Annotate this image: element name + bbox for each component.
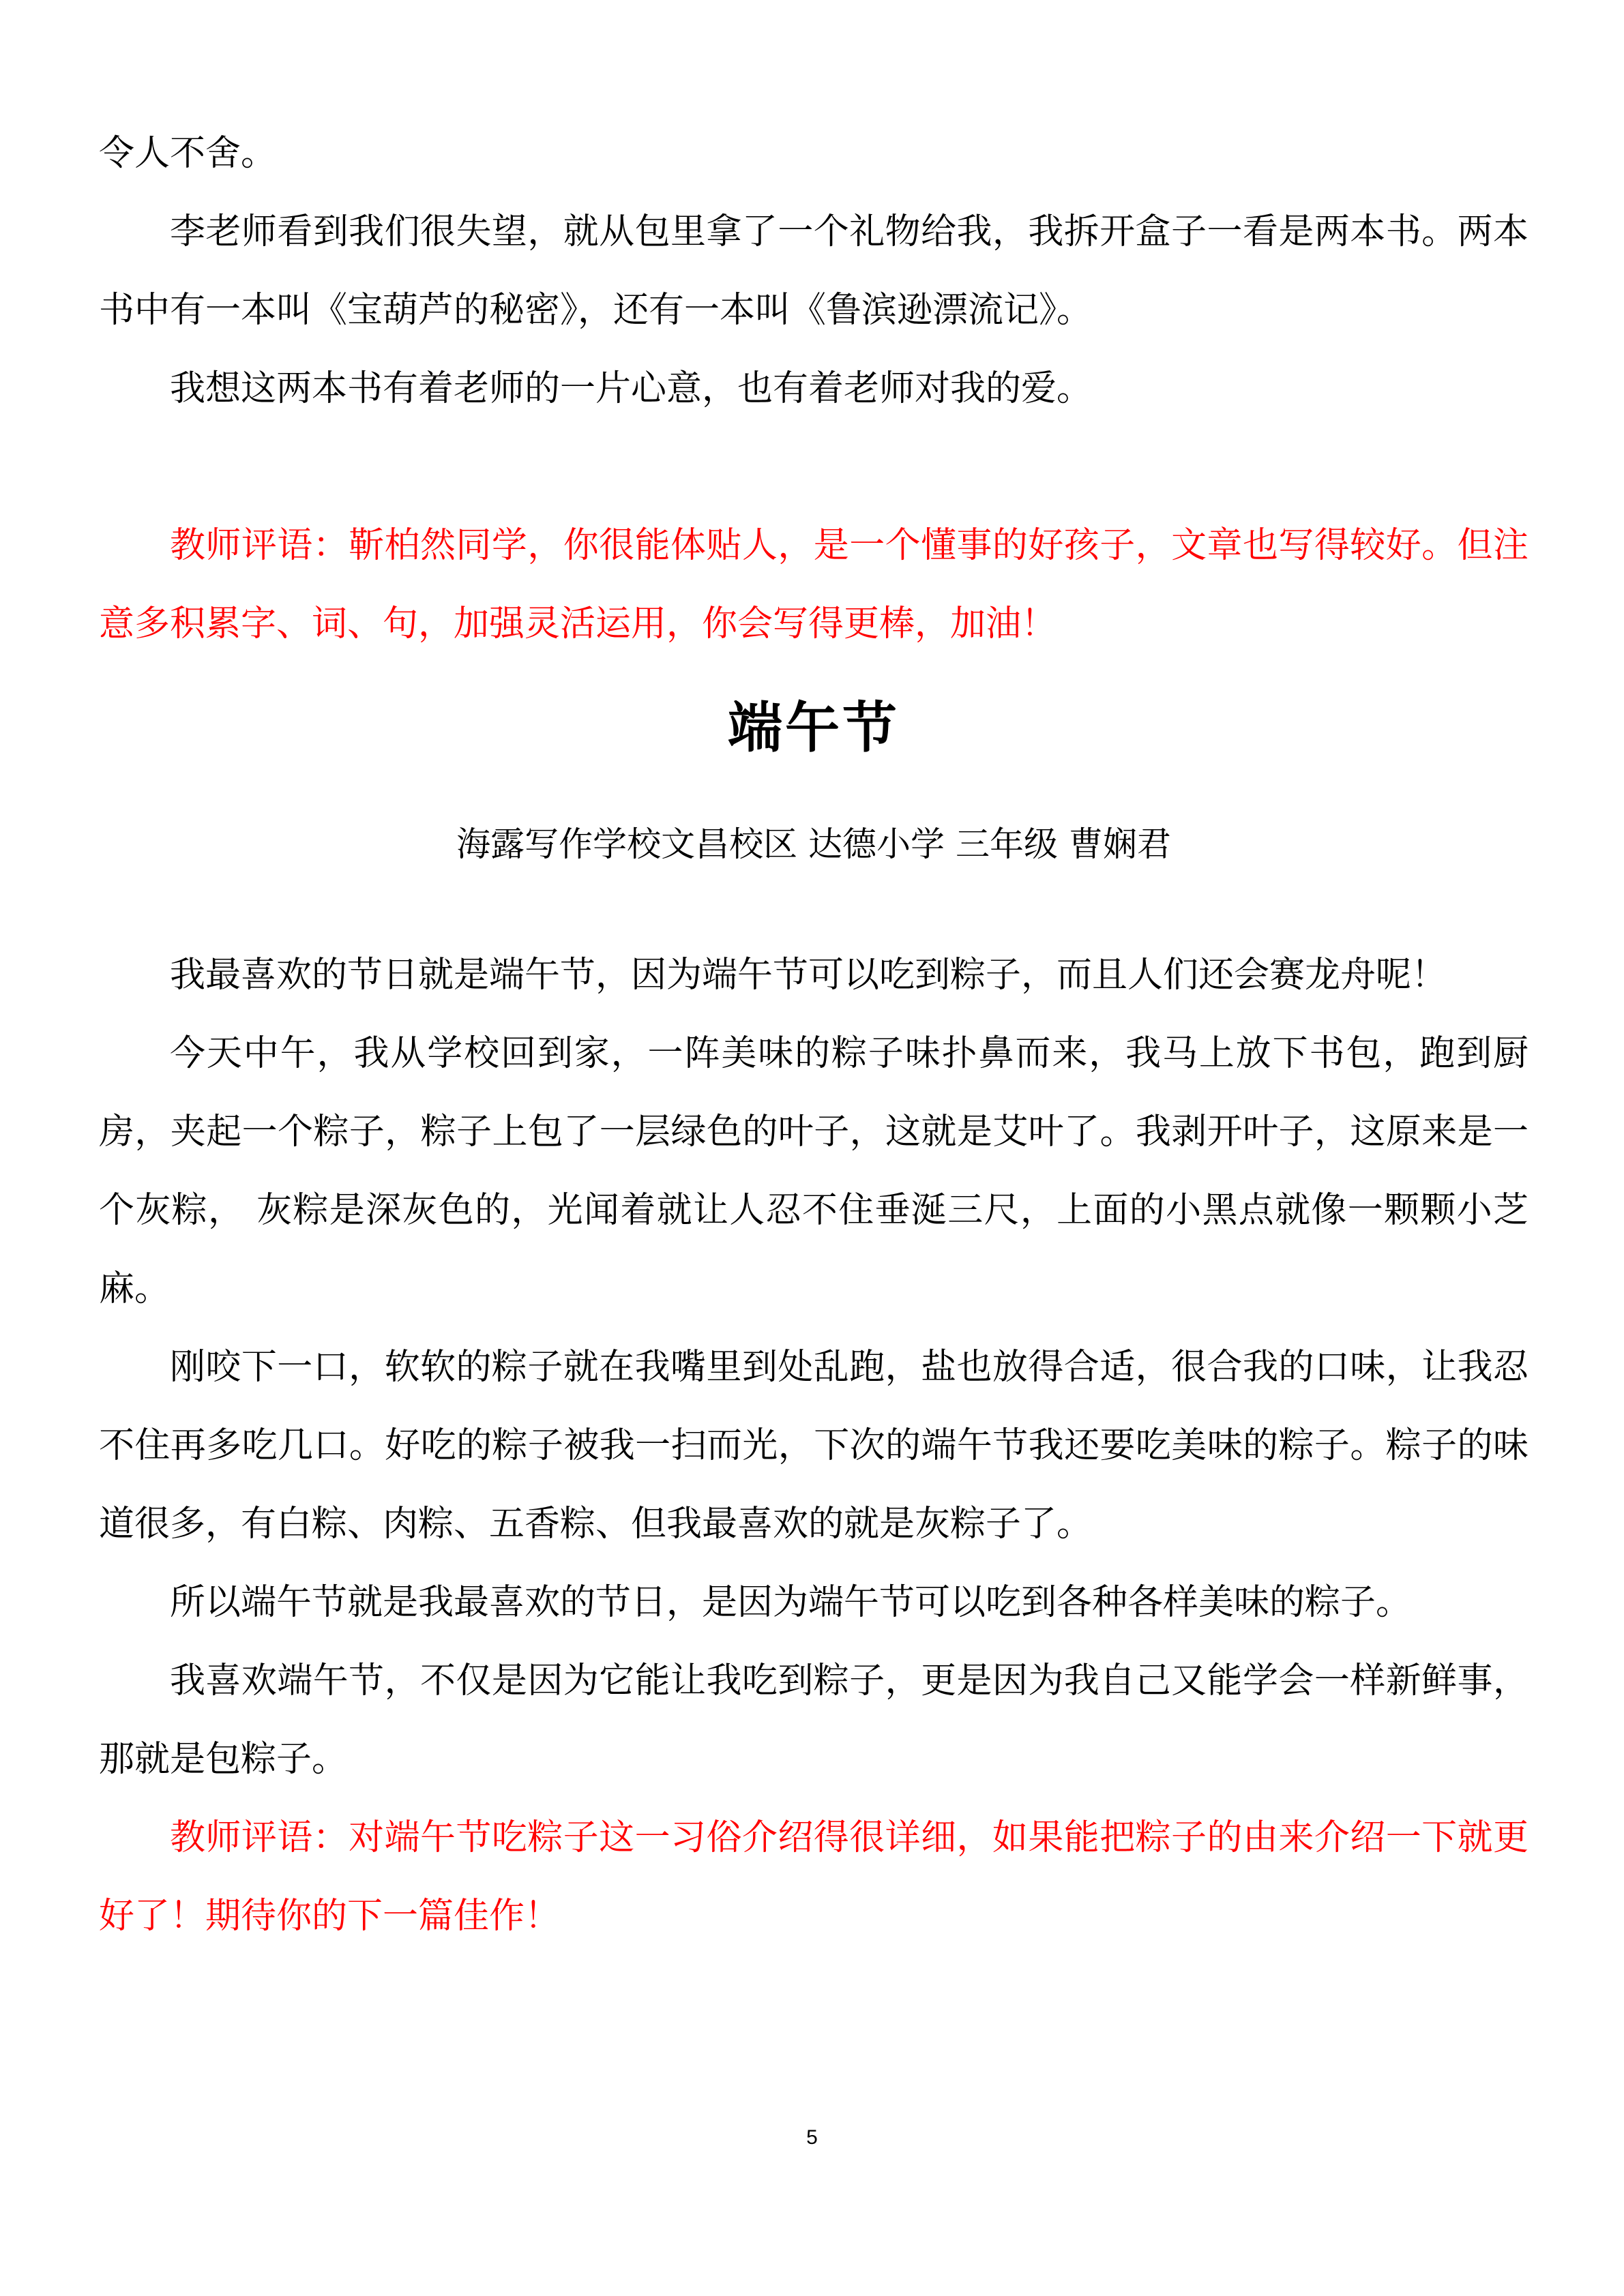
intro-paragraph-3: 我想这两本书有着老师的一片心意，也有着老师对我的爱。 bbox=[170, 368, 1093, 409]
essay-author: 海露写作学校文昌校区 达德小学 三年级 曹娴君 bbox=[456, 824, 1171, 864]
essay-paragraph: 我喜欢端午节，不仅是因为它能让我吃到粽子，更是因为我自己又能学会一样新鲜事，那就是包粽子。 bbox=[99, 1660, 1529, 1780]
intro-paragraph-1: 令人不舍。 bbox=[99, 133, 277, 174]
intro-paragraph-2: 李老师看到我们很失望，就从包里拿了一个礼物给我，我拆开盒子一看是两本书。两本书中有一本叫《宝葫芦的秘密》，还有一本叫《鲁滨逊漂流记》。 bbox=[99, 211, 1529, 331]
spacer bbox=[99, 773, 1529, 810]
essay-paragraph: 刚咬下一口，软软的粽子就在我嘴里到处乱跑，盐也放得合适，很合我的口味，让我忍不住再多吃几口。好吃的粽子被我一扫而光，下次的端午节我还要吃美味的粽子。粽子的味道很多，有白粽、肉粽、五香粽、但我最喜欢的就是灰粽子了。 bbox=[99, 1347, 1529, 1545]
teacher-comment-2: 教师评语：对端午节吃粽子这一习俗介绍得很详细，如果能把粽子的由来介绍一下就更好了！期待你的下一篇佳作！ bbox=[99, 1817, 1529, 1937]
page-number: 5 bbox=[806, 2126, 818, 2149]
essay-paragraph: 我最喜欢的节日就是端午节，因为端午节可以吃到粽子，而且人们还会赛龙舟呢！ bbox=[170, 955, 1447, 996]
essay-paragraph: 所以端午节就是我最喜欢的节日，是因为端午节可以吃到各种各样美味的粽子。 bbox=[170, 1582, 1412, 1623]
document-page bbox=[99, 115, 1529, 1956]
spacer bbox=[99, 878, 1529, 936]
essay-title: 端午节 bbox=[728, 696, 900, 760]
spacer bbox=[99, 428, 1529, 507]
teacher-comment-1: 教师评语：靳柏然同学，你很能体贴人，是一个懂事的好孩子，文章也写得较好。但注意多积累字、词、句，加强灵活运用，你会写得更棒，加油！ bbox=[99, 525, 1529, 644]
spacer bbox=[99, 664, 1529, 684]
essay-paragraph: 今天中午，我从学校回到家，一阵美味的粽子味扑鼻而来，我马上放下书包，跑到厨房，夹起一个粽子，粽子上包了一层绿色的叶子，这就是艾叶了。我剥开叶子，这原来是一个灰粽， 灰粽是深灰色的，光闻着就让人忍不住垂涎三尺，上面的小黑点就像一颗颗小芝麻。 bbox=[99, 1033, 1529, 1309]
